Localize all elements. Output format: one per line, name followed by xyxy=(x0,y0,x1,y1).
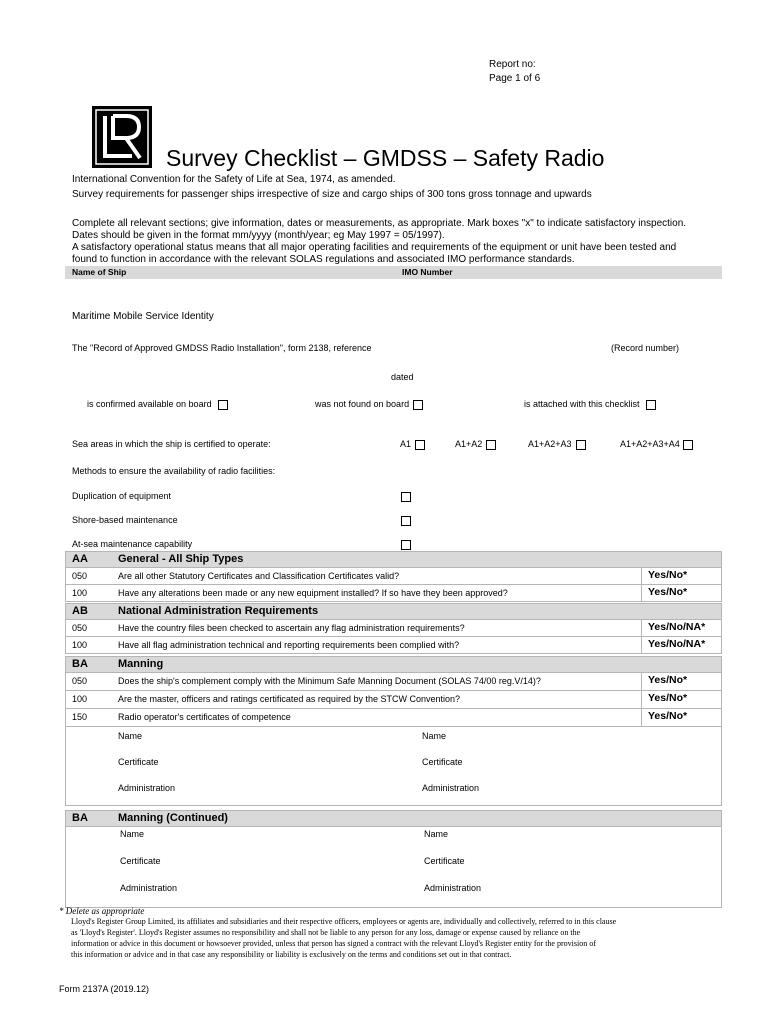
not-found-label: was not found on board xyxy=(315,399,410,409)
cert-name-label: Name xyxy=(422,731,447,741)
confirmed-checkbox[interactable] xyxy=(218,400,228,410)
row-question: Have all flag administration technical and reporting requirements been complied with? xyxy=(118,640,460,650)
cert-name-label: Name xyxy=(118,731,143,741)
section-code: BA xyxy=(72,812,88,824)
form-identifier: Form 2137A (2019.12) xyxy=(59,984,150,994)
checklist-row xyxy=(66,567,721,584)
method-shore-based-label: Shore-based maintenance xyxy=(72,515,178,525)
section-title: Manning xyxy=(118,658,164,670)
answer-cell[interactable]: Yes/No/NA* xyxy=(641,637,723,653)
row-question: Have the country files been checked to ascertain any flag administration requirements? xyxy=(118,623,465,633)
checklist-row xyxy=(66,619,721,636)
certificate-details xyxy=(66,726,721,805)
cert-name-label: Name xyxy=(424,829,449,839)
checklist-row xyxy=(66,636,721,653)
row-number: 050 xyxy=(72,623,88,633)
row-question: Does the ship's complement comply with the Minimum Safe Manning Document (SOLAS 74/00 reg.V/14)? xyxy=(118,676,541,686)
method-duplication-label: Duplication of equipment xyxy=(72,491,172,501)
section-code: AB xyxy=(72,605,88,617)
attached-label: is attached with this checklist xyxy=(524,399,640,409)
answer-cell[interactable]: Yes/No* xyxy=(641,568,723,584)
row-number: 100 xyxy=(72,588,88,598)
row-number: 100 xyxy=(72,640,88,650)
section-title: National Administration Requirements xyxy=(118,605,319,617)
method-at-sea-checkbox[interactable] xyxy=(401,540,411,550)
section-code: AA xyxy=(72,553,88,565)
dated-label: dated xyxy=(391,372,414,382)
checklist-row xyxy=(66,584,721,601)
section-title: Manning (Continued) xyxy=(118,812,228,824)
sea-area-a1-checkbox[interactable] xyxy=(415,440,425,450)
sea-area-a1a2a3-label: A1+A2+A3 xyxy=(528,439,572,449)
instruction-line: A satisfactory operational status means that all major operating facilities and requirements of the equipment or unit have been tested and xyxy=(72,242,677,253)
page-number: Page 1 of 6 xyxy=(489,73,541,84)
delete-as-appropriate-note: * Delete as appropriate xyxy=(59,906,145,916)
row-question: Radio operator's certificates of competence xyxy=(118,712,291,722)
ship-info-bar xyxy=(65,266,722,279)
answer-cell[interactable]: Yes/No* xyxy=(641,691,723,708)
method-at-sea-label: At-sea maintenance capability xyxy=(72,539,193,549)
sea-area-a1a2a3-checkbox[interactable] xyxy=(576,440,586,450)
section-title: General - All Ship Types xyxy=(118,553,244,565)
cert-certificate-label: Certificate xyxy=(422,757,463,767)
section-ba-continued xyxy=(65,810,722,908)
row-number: 100 xyxy=(72,694,88,704)
sea-area-a1a2-label: A1+A2 xyxy=(455,439,483,449)
disclaimer-line: information or advice in this document or howsoever provided, unless that person has signed a contract with the relevant Lloyd's Register entity for the provision of xyxy=(71,939,596,948)
instruction-line: Complete all relevant sections; give information, dates or measurements, as appropriate. Mark boxes "x" to indicate satisfactory inspection. xyxy=(72,218,687,229)
section-code: BA xyxy=(72,658,88,670)
section-ba xyxy=(65,656,722,806)
instruction-line: Dates should be given in the format mm/yyyy (month/year; eg May 1997 = 05/1997). xyxy=(72,230,445,241)
section-header xyxy=(66,552,721,567)
methods-label: Methods to ensure the availability of radio facilities: xyxy=(72,466,276,476)
not-found-checkbox[interactable] xyxy=(413,400,423,410)
section-ab xyxy=(65,603,722,654)
cert-certificate-label: Certificate xyxy=(120,856,161,866)
cert-administration-label: Administration xyxy=(118,783,176,793)
mmsi-label: Maritime Mobile Service Identity xyxy=(72,311,214,322)
report-number-label: Report no: xyxy=(489,59,536,70)
imo-number-label: IMO Number xyxy=(402,267,453,277)
disclaimer-line: this information or advice and in that case any responsibility or liability is exclusively on the terms and conditions set out in that contract. xyxy=(71,950,512,959)
section-aa xyxy=(65,551,722,602)
disclaimer-line: as 'Lloyd's Register'. Lloyd's Register assumes no responsibility and shall not be liable to any person for any loss, damage or expense caused by reliance on the xyxy=(71,928,581,937)
instruction-line: found to function in accordance with the relevant SOLAS regulations and associated IMO performance standards. xyxy=(72,254,575,265)
answer-cell[interactable]: Yes/No/NA* xyxy=(641,620,723,636)
record-reference-text: The "Record of Approved GMDSS Radio Installation", form 2138, reference xyxy=(72,343,372,353)
method-shore-based-checkbox[interactable] xyxy=(401,516,411,526)
cert-administration-label: Administration xyxy=(424,883,482,893)
lloyds-register-logo xyxy=(92,106,152,168)
row-number: 150 xyxy=(72,712,88,722)
answer-cell[interactable]: Yes/No* xyxy=(641,585,723,601)
row-question: Are all other Statutory Certificates and Classification Certificates valid? xyxy=(118,571,400,581)
cert-certificate-label: Certificate xyxy=(424,856,465,866)
section-header xyxy=(66,811,721,826)
page-title: Survey Checklist – GMDSS – Safety Radio xyxy=(166,145,605,171)
method-duplication-checkbox[interactable] xyxy=(401,492,411,502)
section-header xyxy=(66,604,721,619)
row-number: 050 xyxy=(72,676,88,686)
disclaimer-line: Lloyd's Register Group Limited, its affiliates and subsidiaries and their respective officers, employees or agents are, individually and collectively, referred to in this clause xyxy=(71,917,617,926)
answer-cell[interactable]: Yes/No* xyxy=(641,673,723,690)
convention-text: International Convention for the Safety of Life at Sea, 1974, as amended. xyxy=(72,174,396,185)
checklist-row xyxy=(66,690,721,708)
cert-name-label: Name xyxy=(120,829,145,839)
row-question: Are the master, officers and ratings certificated as required by the STCW Convention? xyxy=(118,694,460,704)
record-number-label: (Record number) xyxy=(611,343,680,353)
sea-area-a1-label: A1 xyxy=(400,439,412,449)
sea-areas-label: Sea areas in which the ship is certified to operate: xyxy=(72,439,271,449)
section-header xyxy=(66,657,721,672)
checklist-row xyxy=(66,708,721,726)
cert-administration-label: Administration xyxy=(422,783,480,793)
name-of-ship-label: Name of Ship xyxy=(72,267,127,277)
cert-administration-label: Administration xyxy=(120,883,178,893)
checklist-row xyxy=(66,672,721,690)
sea-area-a1a2-checkbox[interactable] xyxy=(486,440,496,450)
row-question: Have any alterations been made or any new equipment installed? If so have they been approved? xyxy=(118,588,508,598)
certificate-details xyxy=(66,826,721,907)
cert-certificate-label: Certificate xyxy=(118,757,159,767)
confirmed-label: is confirmed available on board xyxy=(87,399,212,409)
survey-requirements-text: Survey requirements for passenger ships irrespective of size and cargo ships of 300 tons gross tonnage and upwards xyxy=(72,189,592,200)
sea-area-a1a2a3a4-checkbox[interactable] xyxy=(683,440,693,450)
sea-area-a1a2a3a4-label: A1+A2+A3+A4 xyxy=(620,439,680,449)
row-number: 050 xyxy=(72,571,88,581)
answer-cell[interactable]: Yes/No* xyxy=(641,709,723,726)
attached-checkbox[interactable] xyxy=(646,400,656,410)
